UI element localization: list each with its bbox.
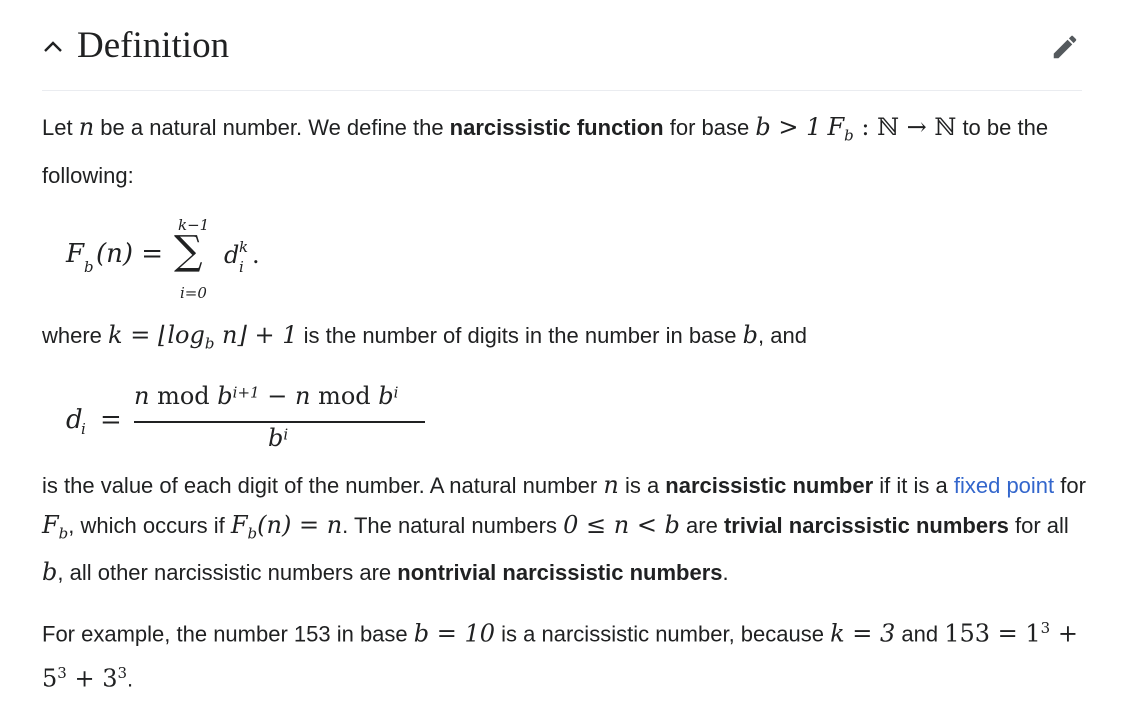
math-b: b <box>268 424 284 452</box>
math-sub-i: i <box>239 258 244 276</box>
text: is a <box>618 473 666 498</box>
term-narcissistic-number: narcissistic number <box>665 473 874 498</box>
math-sup: i+1 <box>232 383 260 402</box>
math-fixed-point-eq: (n) = n <box>257 510 343 539</box>
period: . <box>127 666 134 692</box>
fraction-numerator <box>134 382 398 410</box>
text: For example, the number 153 in base <box>42 621 414 647</box>
math-range: 0 ≤ n < b <box>563 510 680 539</box>
math-minus: − <box>259 382 295 410</box>
math-n: n <box>603 471 619 499</box>
paragraph-intro <box>42 108 1087 195</box>
math-sub-i: i <box>81 420 86 438</box>
text: Let <box>42 115 79 140</box>
text: to be the following: <box>42 115 1049 188</box>
sum-upper-limit: k−1 <box>178 216 210 234</box>
math-n: n <box>294 382 311 410</box>
pencil-icon[interactable] <box>1050 32 1080 62</box>
math-mapping: : ℕ → ℕ <box>853 113 957 141</box>
math-d: d <box>224 241 240 269</box>
paragraph-example <box>42 609 1087 699</box>
math-sub-b: b <box>204 334 215 353</box>
math-arg: (n) = <box>96 239 164 269</box>
math-F: F <box>827 113 845 141</box>
sum-symbol: ∑ <box>174 228 203 274</box>
math-d: d <box>66 405 83 435</box>
math-F: F <box>66 239 85 269</box>
math-mod: mod <box>310 382 379 410</box>
text: be a natural number. We define the <box>94 115 450 140</box>
math-sub-b: b <box>84 258 94 276</box>
text: , which occurs if <box>68 512 231 538</box>
equation-narcissistic-function <box>66 212 286 308</box>
text: are <box>686 512 724 538</box>
fraction-denominator <box>268 424 288 452</box>
math-b: b <box>217 382 233 410</box>
text: , and <box>758 323 807 348</box>
math-b: b <box>378 382 394 410</box>
paragraph-where <box>42 316 1087 364</box>
math-b: b <box>742 321 759 349</box>
text: for all <box>1008 512 1069 538</box>
text: for base <box>663 115 756 140</box>
math-k-expr: k = 3 <box>830 619 896 648</box>
text: . <box>722 560 729 586</box>
math-expr: + 5 <box>42 619 1078 693</box>
text: for <box>1054 473 1086 498</box>
text: is the value of each digit of the number. A natural number <box>42 473 604 498</box>
fixed-point-link[interactable]: fixed point <box>953 473 1055 498</box>
math-sup: 3 <box>1040 619 1051 637</box>
math-expr: 153 = 1 <box>944 619 1041 648</box>
math-mod: mod <box>149 382 218 410</box>
math-k-expr: k = ⌊log <box>108 321 205 349</box>
math-n: n <box>134 382 150 410</box>
math-b: b <box>42 558 58 587</box>
term-narcissistic-function: narcissistic function <box>449 115 664 140</box>
math-sup: i <box>393 383 399 402</box>
math-base-expr: b = 10 <box>413 619 496 648</box>
math-F: F <box>230 510 248 539</box>
term-trivial-narcissistic: trivial narcissistic numbers <box>723 512 1009 538</box>
text: where <box>42 323 109 348</box>
math-sub-b: b <box>247 523 258 542</box>
equation-digit <box>66 380 446 460</box>
math-sup: i <box>283 425 289 444</box>
chevron-up-icon[interactable] <box>42 36 64 58</box>
term-nontrivial-narcissistic: nontrivial narcissistic numbers <box>397 560 723 586</box>
text: , all other narcissistic numbers are <box>57 560 398 586</box>
section-header <box>42 20 1082 91</box>
math-sup: 3 <box>57 663 67 682</box>
fraction-line <box>134 421 425 423</box>
math-expr: + 3 <box>66 664 118 693</box>
math-sub-b: b <box>58 523 69 542</box>
equals: = <box>100 405 122 435</box>
text: is a narcissistic number, because <box>495 621 831 647</box>
text: . The natural numbers <box>342 512 564 538</box>
paragraph-narcissistic-number <box>42 466 1087 593</box>
text: and <box>895 621 945 647</box>
sum-lower-limit: i=0 <box>180 284 207 302</box>
period: . <box>252 241 260 269</box>
math-n: n <box>78 113 95 141</box>
text: if it is a <box>873 473 954 498</box>
math-k-expr-end: n⌋ + 1 <box>214 321 298 349</box>
math-base-condition: b > 1 <box>755 113 822 141</box>
text: is the number of digits in the number in base <box>297 323 743 348</box>
math-sup: 3 <box>117 663 128 682</box>
math-sub-b: b <box>844 126 854 145</box>
math-sup-k: k <box>239 238 249 256</box>
math-F: F <box>42 510 59 539</box>
section-title: Definition <box>77 25 230 66</box>
